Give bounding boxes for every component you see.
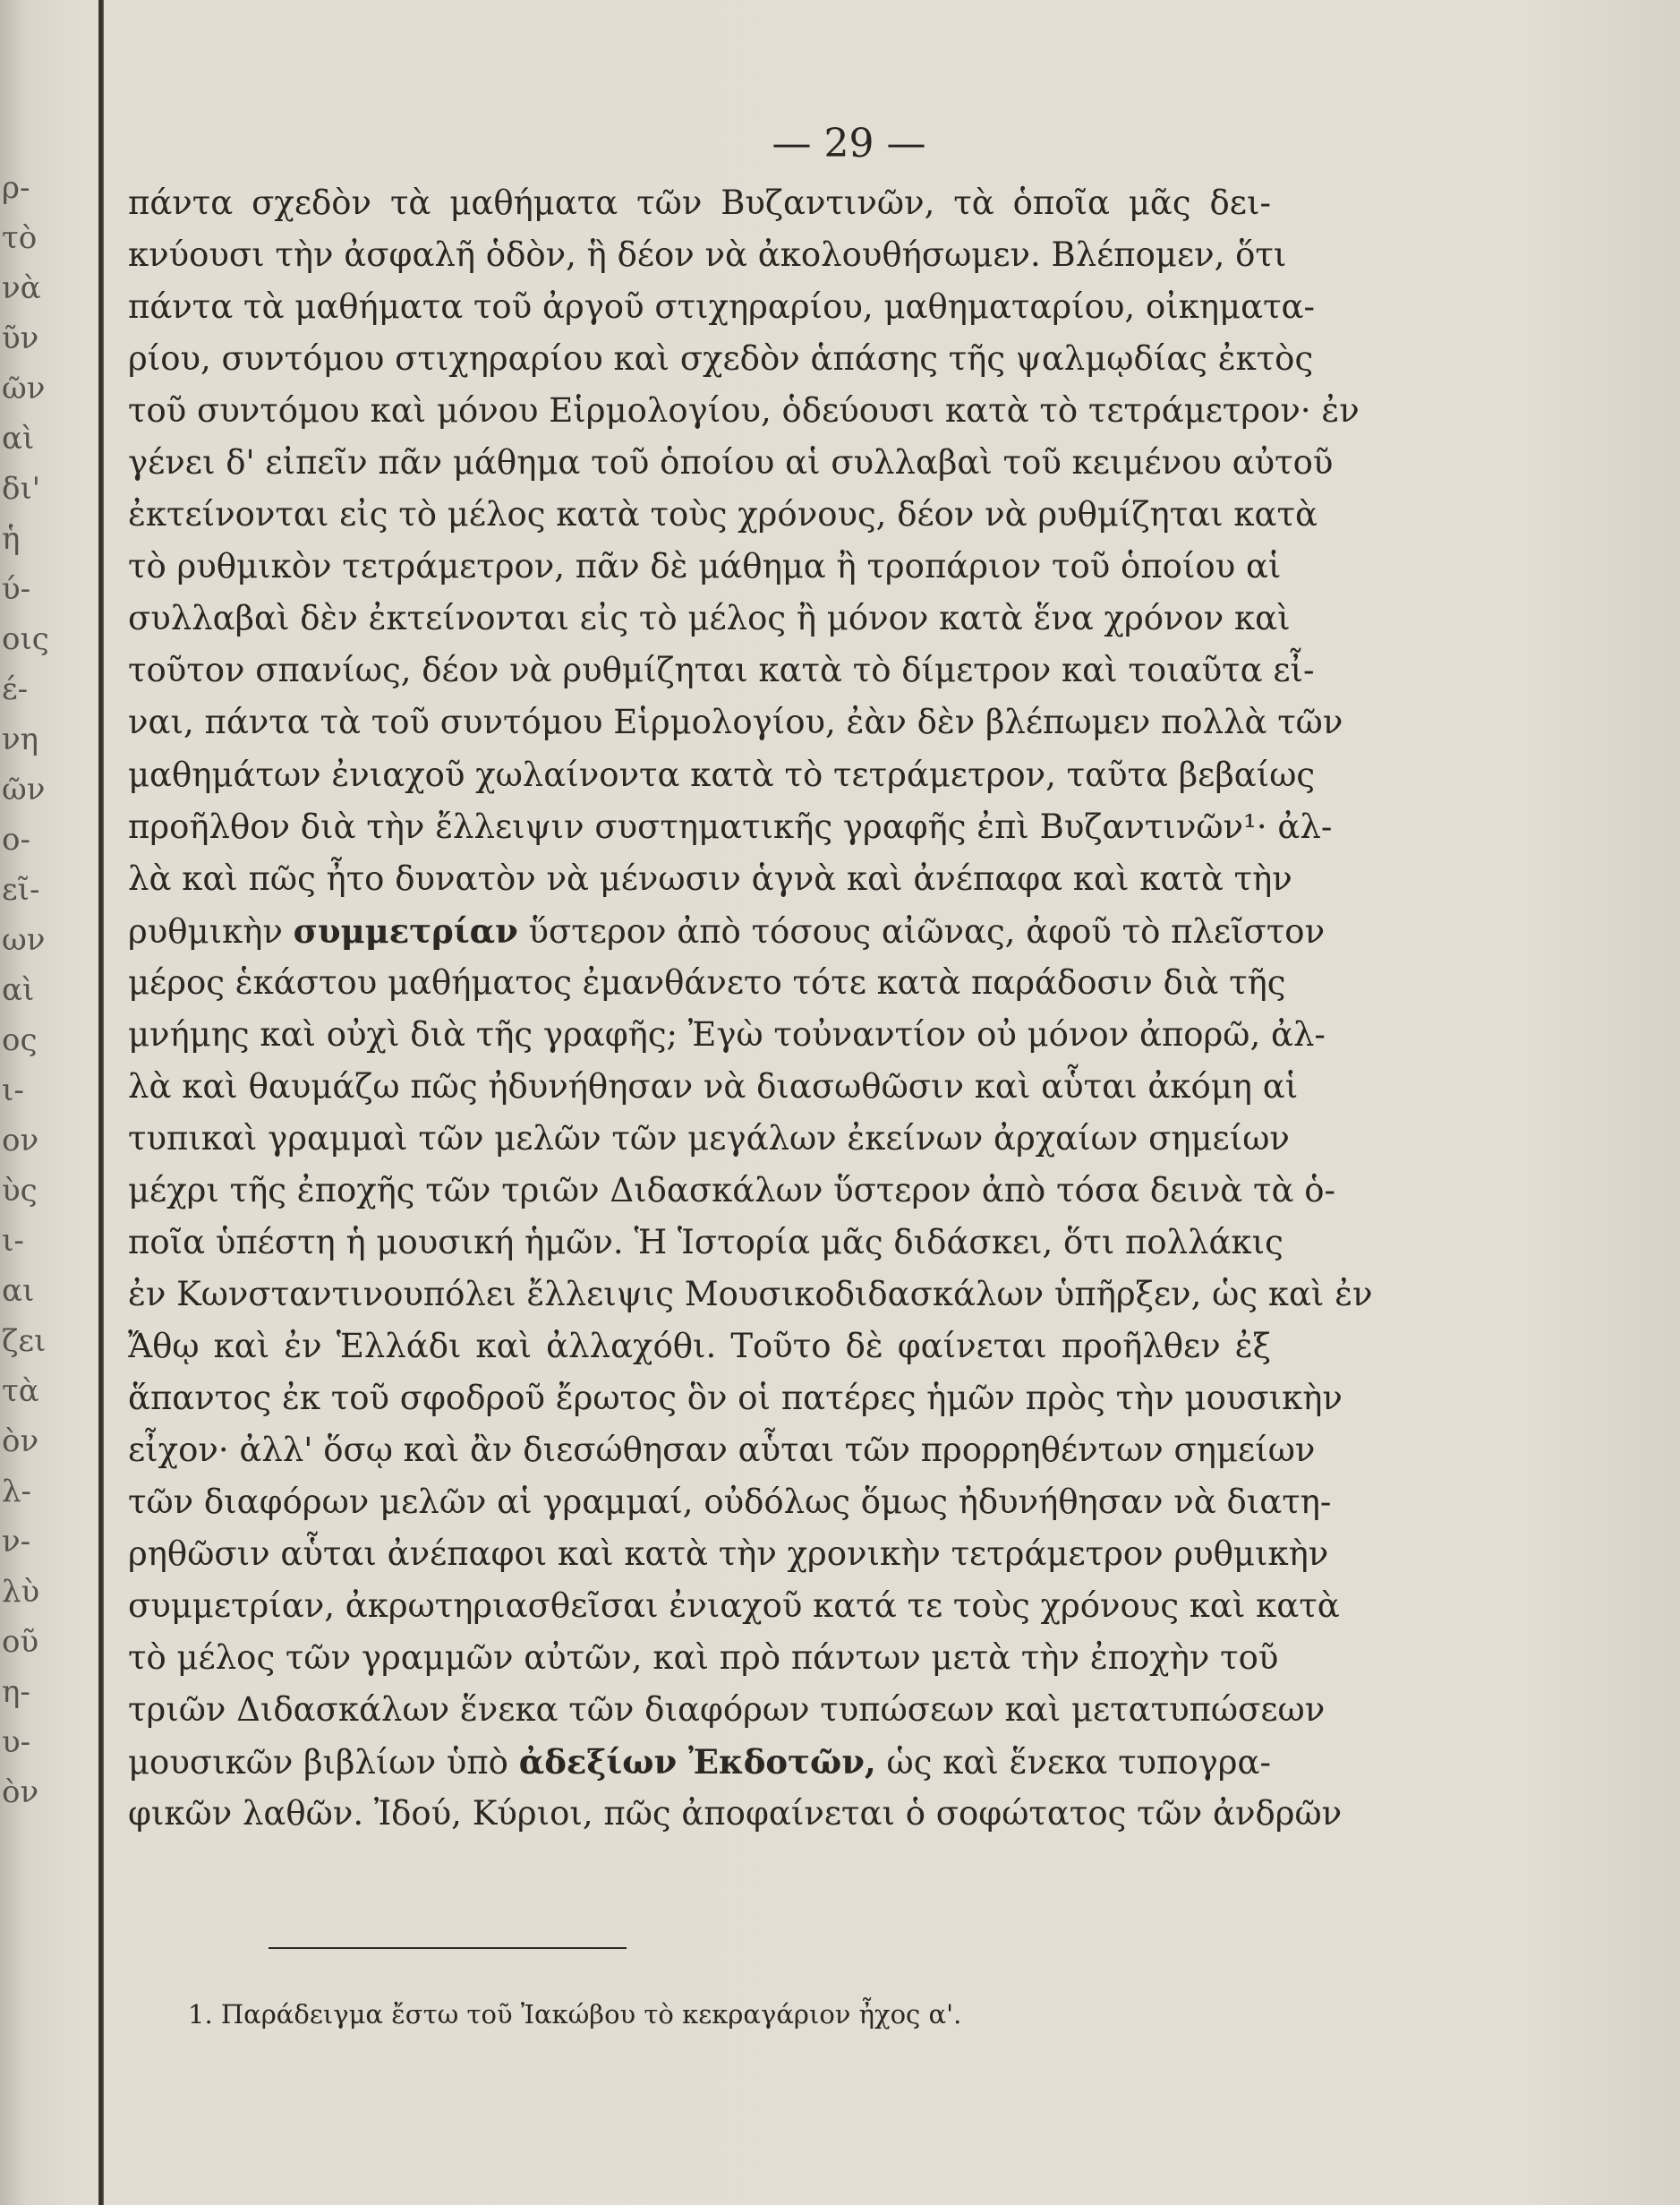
facing-page-fragment: ον bbox=[2, 1123, 39, 1158]
text-line: ἅπαντος ἐκ τοῦ σφοδροῦ ἔρωτος ὃν οἱ πατέρες ἡμῶν πρὸς τὴν μουσικὴν bbox=[128, 1379, 1343, 1418]
text-line: τοῦτον σπανίως, δέον νὰ ρυθμίζηται κατὰ τὸ δίμετρον καὶ τοιαῦτα εἶ- bbox=[128, 651, 1315, 690]
bold-term: ἀδεξίων Ἐκδοτῶν, bbox=[518, 1742, 876, 1782]
text-line: ρηθῶσιν αὗται ἀνέπαφοι καὶ κατὰ τὴν χρονικὴν τετράμετρον ρυθμικὴν bbox=[128, 1534, 1329, 1574]
facing-page-fragment: εῖ- bbox=[2, 872, 40, 908]
text-line: προῆλθον διὰ τὴν ἔλλειψιν συστηματικῆς γραφῆς ἐπὶ Βυζαντινῶν¹· ἀλ- bbox=[128, 807, 1333, 846]
facing-page-fragment: οῦ bbox=[2, 1624, 39, 1660]
text-line: ἐν Κωνσταντινουπόλει ἔλλειψις Μουσικοδιδασκάλων ὑπῆρξεν, ὡς καὶ ἐν bbox=[128, 1274, 1373, 1313]
facing-page-fragment: λὺ bbox=[2, 1574, 40, 1610]
facing-page-fragment: ρ- bbox=[2, 170, 30, 206]
text-line: τὸ ρυθμικὸν τετράμετρον, πᾶν δὲ μάθημα ἢ τροπάριον τοῦ ὁποίου αἱ bbox=[128, 547, 1282, 586]
facing-page-fragment: νη bbox=[2, 722, 39, 757]
facing-page-fragment: η- bbox=[2, 1674, 30, 1710]
text-line: λὰ καὶ θαυμάζω πῶς ἠδυνήθησαν νὰ διασωθῶσιν καὶ αὗται ἀκόμη αἱ bbox=[128, 1066, 1299, 1106]
facing-page-fragment: ἡ bbox=[2, 521, 21, 557]
facing-page-fragment: ι- bbox=[2, 1223, 24, 1259]
text-line: λὰ καὶ πῶς ἦτο δυνατὸν νὰ μένωσιν ἁγνὰ καὶ ἀνέπαφα καὶ κατὰ τὴν bbox=[128, 859, 1292, 898]
facing-page-fragment: τὰ bbox=[2, 1373, 39, 1409]
facing-page-fragment: ζει bbox=[2, 1323, 47, 1359]
binding-edge bbox=[98, 0, 104, 2205]
text-line: μουσικῶν βιβλίων ὑπὸ ἀδεξίων Ἐκδοτῶν, ὡς καὶ ἕνεκα τυπογρα- bbox=[128, 1742, 1271, 1782]
text-line: ἐκτείνονται εἰς τὸ μέλος κατὰ τοὺς χρόνους, δέον νὰ ρυθμίζηται κατὰ bbox=[128, 495, 1318, 534]
facing-page-fragment: έ- bbox=[2, 671, 29, 707]
text-line: τριῶν Διδασκάλων ἕνεκα τῶν διαφόρων τυπώσεων καὶ μετατυπώσεων bbox=[128, 1690, 1326, 1730]
facing-page-fragment: ων bbox=[2, 922, 46, 958]
facing-page-fragment: ὺς bbox=[2, 1173, 38, 1209]
text-line: εἶχον· ἀλλ' ὅσῳ καὶ ἂν διεσώθησαν αὗται τῶν προρρηθέντων σημείων bbox=[128, 1431, 1316, 1470]
text-line: τοῦ συντόμου καὶ μόνου Εἱρμολογίου, ὁδεύουσι κατὰ τὸ τετράμετρον· ἐν bbox=[128, 391, 1360, 431]
page-number: — 29 — bbox=[772, 121, 926, 167]
facing-page-fragment: ο- bbox=[2, 822, 30, 858]
text-line: πάντα σχεδὸν τὰ μαθήματα τῶν Βυζαντινῶν, τὰ ὁποῖα μᾶς δει- bbox=[128, 184, 1271, 222]
body-text bbox=[128, 177, 1373, 1841]
facing-page-fragment: τὸ bbox=[2, 220, 38, 256]
text-line: πάντα τὰ μαθήματα τοῦ ἀργοῦ στιχηραρίου, μαθηματαρίου, οἰκηματα- bbox=[128, 287, 1316, 327]
text-line: μέρος ἑκάστου μαθήματος ἐμανθάνετο τότε κατὰ παράδοσιν διὰ τῆς bbox=[128, 962, 1286, 1002]
facing-page-fragment: υ- bbox=[2, 1724, 31, 1760]
text-line: φικῶν λαθῶν. Ἰδού, Κύριοι, πῶς ἀποφαίνεται ὁ σοφώτατος τῶν ἀνδρῶν bbox=[128, 1794, 1343, 1833]
facing-page-fragment: ν- bbox=[2, 1524, 31, 1560]
text-line: γένει δ' εἰπεῖν πᾶν μάθημα τοῦ ὁποίου αἱ συλλαβαὶ τοῦ κειμένου αὐτοῦ bbox=[128, 443, 1334, 483]
text-line: ναι, πάντα τὰ τοῦ συντόμου Εἱρμολογίου, ἐὰν δὲν βλέπωμεν πολλὰ τῶν bbox=[128, 703, 1343, 742]
facing-page-fragment: ῦν bbox=[2, 320, 39, 356]
text-line: μνήμης καὶ οὐχὶ διὰ τῆς γραφῆς; Ἐγὼ τοὐναντίον οὐ μόνον ἀπορῶ, ἀλ- bbox=[128, 1014, 1326, 1054]
text-line: κνύουσι τὴν ἀσφαλῆ ὁδὸν, ἣ δέον νὰ ἀκολουθήσωμεν. Βλέπομεν, ὅτι bbox=[128, 235, 1287, 275]
text-line: ρίου, συντόμου στιχηραρίου καὶ σχεδὸν ἁπάσης τῆς ψαλμῳδίας ἐκτὸς bbox=[128, 339, 1314, 379]
footnote: 1. Παράδειγμα ἔστω τοῦ Ἰακώβου τὸ κεκραγάριον ἦχος α'. bbox=[188, 1999, 962, 2030]
text-line: συλλαβαὶ δὲν ἐκτείνονται εἰς τὸ μέλος ἢ μόνον κατὰ ἕνα χρόνον καὶ bbox=[128, 599, 1291, 638]
facing-page-fragment: αὶ bbox=[2, 421, 35, 457]
text-line: τὸ μέλος τῶν γραμμῶν αὐτῶν, καὶ πρὸ πάντων μετὰ τὴν ἐποχὴν τοῦ bbox=[128, 1638, 1279, 1678]
facing-page-fragment: αι bbox=[2, 1273, 35, 1309]
facing-page-fragment: ὸν bbox=[2, 1423, 39, 1459]
facing-page-fragment: λ- bbox=[2, 1474, 32, 1509]
facing-page-fragment: νὰ bbox=[2, 270, 41, 306]
facing-page-fragment: ῶν bbox=[2, 371, 46, 406]
facing-page-fragment: οις bbox=[2, 621, 49, 657]
facing-page-fragment: ῶν bbox=[2, 772, 46, 808]
facing-page-fragment: αὶ bbox=[2, 972, 35, 1008]
footnote-divider bbox=[269, 1947, 627, 1949]
text-line: Ἄθῳ καὶ ἐν Ἑλλάδι καὶ ἀλλαχόθι. Τοῦτο δὲ φαίνεται προῆλθεν ἐξ bbox=[128, 1327, 1271, 1366]
text-line: τῶν διαφόρων μελῶν αἱ γραμμαί, οὐδόλως ὅμως ἠδυνήθησαν νὰ διατη- bbox=[128, 1483, 1332, 1522]
text-line: τυπικαὶ γραμμαὶ τῶν μελῶν τῶν μεγάλων ἐκείνων ἀρχαίων σημείων bbox=[128, 1118, 1290, 1158]
text-line: ρυθμικὴν συμμετρίαν ὕστερον ἀπὸ τόσους αἰῶνας, ἀφοῦ τὸ πλεῖστον bbox=[128, 910, 1326, 951]
text-line: συμμετρίαν, ἀκρωτηριασθεῖσαι ἐνιαχοῦ κατά τε τοὺς χρόνους καὶ κατὰ bbox=[128, 1586, 1340, 1626]
facing-page-margin bbox=[0, 0, 90, 2205]
facing-page-fragment: ι- bbox=[2, 1073, 24, 1108]
facing-page-fragment: ύ- bbox=[2, 571, 31, 607]
facing-page-fragment: ος bbox=[2, 1022, 38, 1058]
text-line: μαθημάτων ἐνιαχοῦ χωλαίνοντα κατὰ τὸ τετράμετρον, ταῦτα βεβαίως bbox=[128, 755, 1316, 794]
text-line: ποῖα ὑπέστη ἡ μουσική ἡμῶν. Ἡ Ἱστορία μᾶς διδάσκει, ὅτι πολλάκις bbox=[128, 1222, 1283, 1261]
text-line: μέχρι τῆς ἐποχῆς τῶν τριῶν Διδασκάλων ὕστερον ἀπὸ τόσα δεινὰ τὰ ὁ- bbox=[128, 1170, 1336, 1209]
bold-term: συμμετρίαν bbox=[293, 910, 518, 951]
facing-page-fragment: δι' bbox=[2, 471, 41, 507]
facing-page-fragment: ὸν bbox=[2, 1774, 39, 1810]
